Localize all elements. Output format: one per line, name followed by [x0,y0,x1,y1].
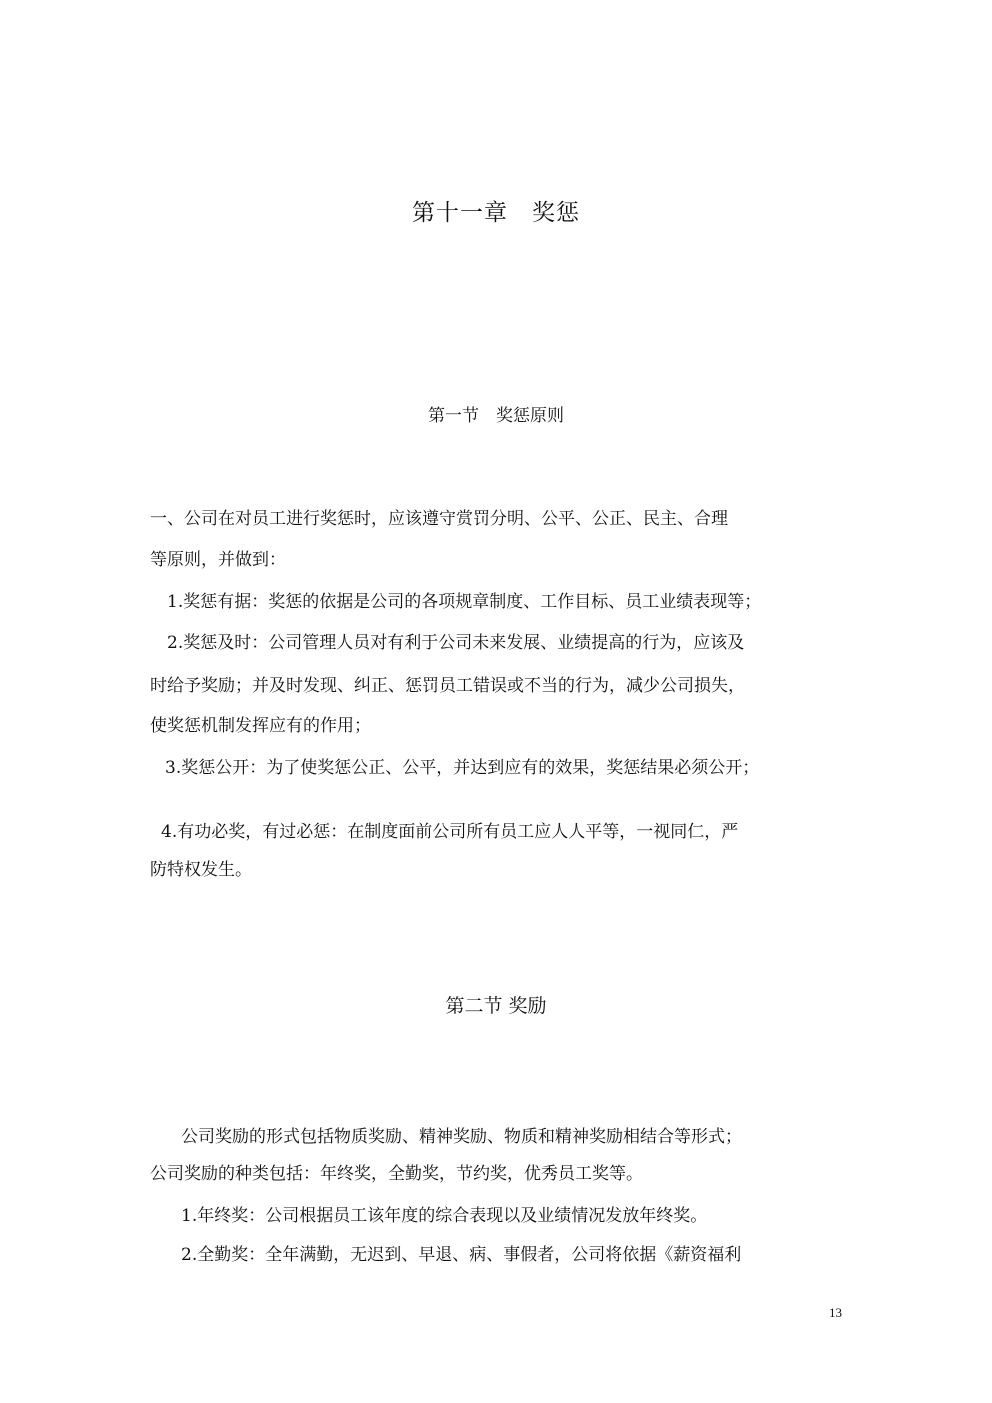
paragraph-line: 2.奖惩及时：公司管理人员对有利于公司未来发展、业绩提高的行为，应该及 [167,633,745,653]
chapter-title: 第十一章 奖惩 [412,200,580,226]
paragraph-line: 防特权发生。 [150,860,252,880]
paragraph-line: 2.全勤奖：全年满勤，无迟到、早退、病、事假者，公司将依据《薪资福利 [181,1245,742,1265]
section-title-rewards: 第二节 奖励 [445,995,547,1017]
paragraph-line: 公司奖励的形式包括物质奖励、精神奖励、物质和精神奖励相结合等形式； [181,1127,742,1147]
paragraph-line: 3.奖惩公开：为了使奖惩公正、公平，并达到应有的效果，奖惩结果必须公开； [165,758,760,778]
paragraph-line: 1.年终奖：公司根据员工该年度的综合表现以及业绩情况发放年终奖。 [181,1206,708,1226]
paragraph-line: 一、公司在对员工进行奖惩时，应该遵守赏罚分明、公平、公正、民主、合理 [150,509,728,529]
paragraph-line: 4.有功必奖，有过必惩：在制度面前公司所有员工应人人平等，一视同仁，严 [161,822,739,842]
page-number: 13 [829,1305,842,1320]
paragraph-line: 等原则，并做到： [150,550,286,570]
paragraph-line: 时给予奖励；并及时发现、纠正、惩罚员工错误或不当的行为，减少公司损失， [150,676,745,696]
section-title-principles: 第一节 奖惩原则 [428,406,564,426]
paragraph-line: 1.奖惩有据：奖惩的依据是公司的各项规章制度、工作目标、员工业绩表现等； [167,592,762,612]
paragraph-line: 公司奖励的种类包括：年终奖，全勤奖，节约奖，优秀员工奖等。 [150,1164,643,1184]
paragraph-line: 使奖惩机制发挥应有的作用； [150,716,371,736]
